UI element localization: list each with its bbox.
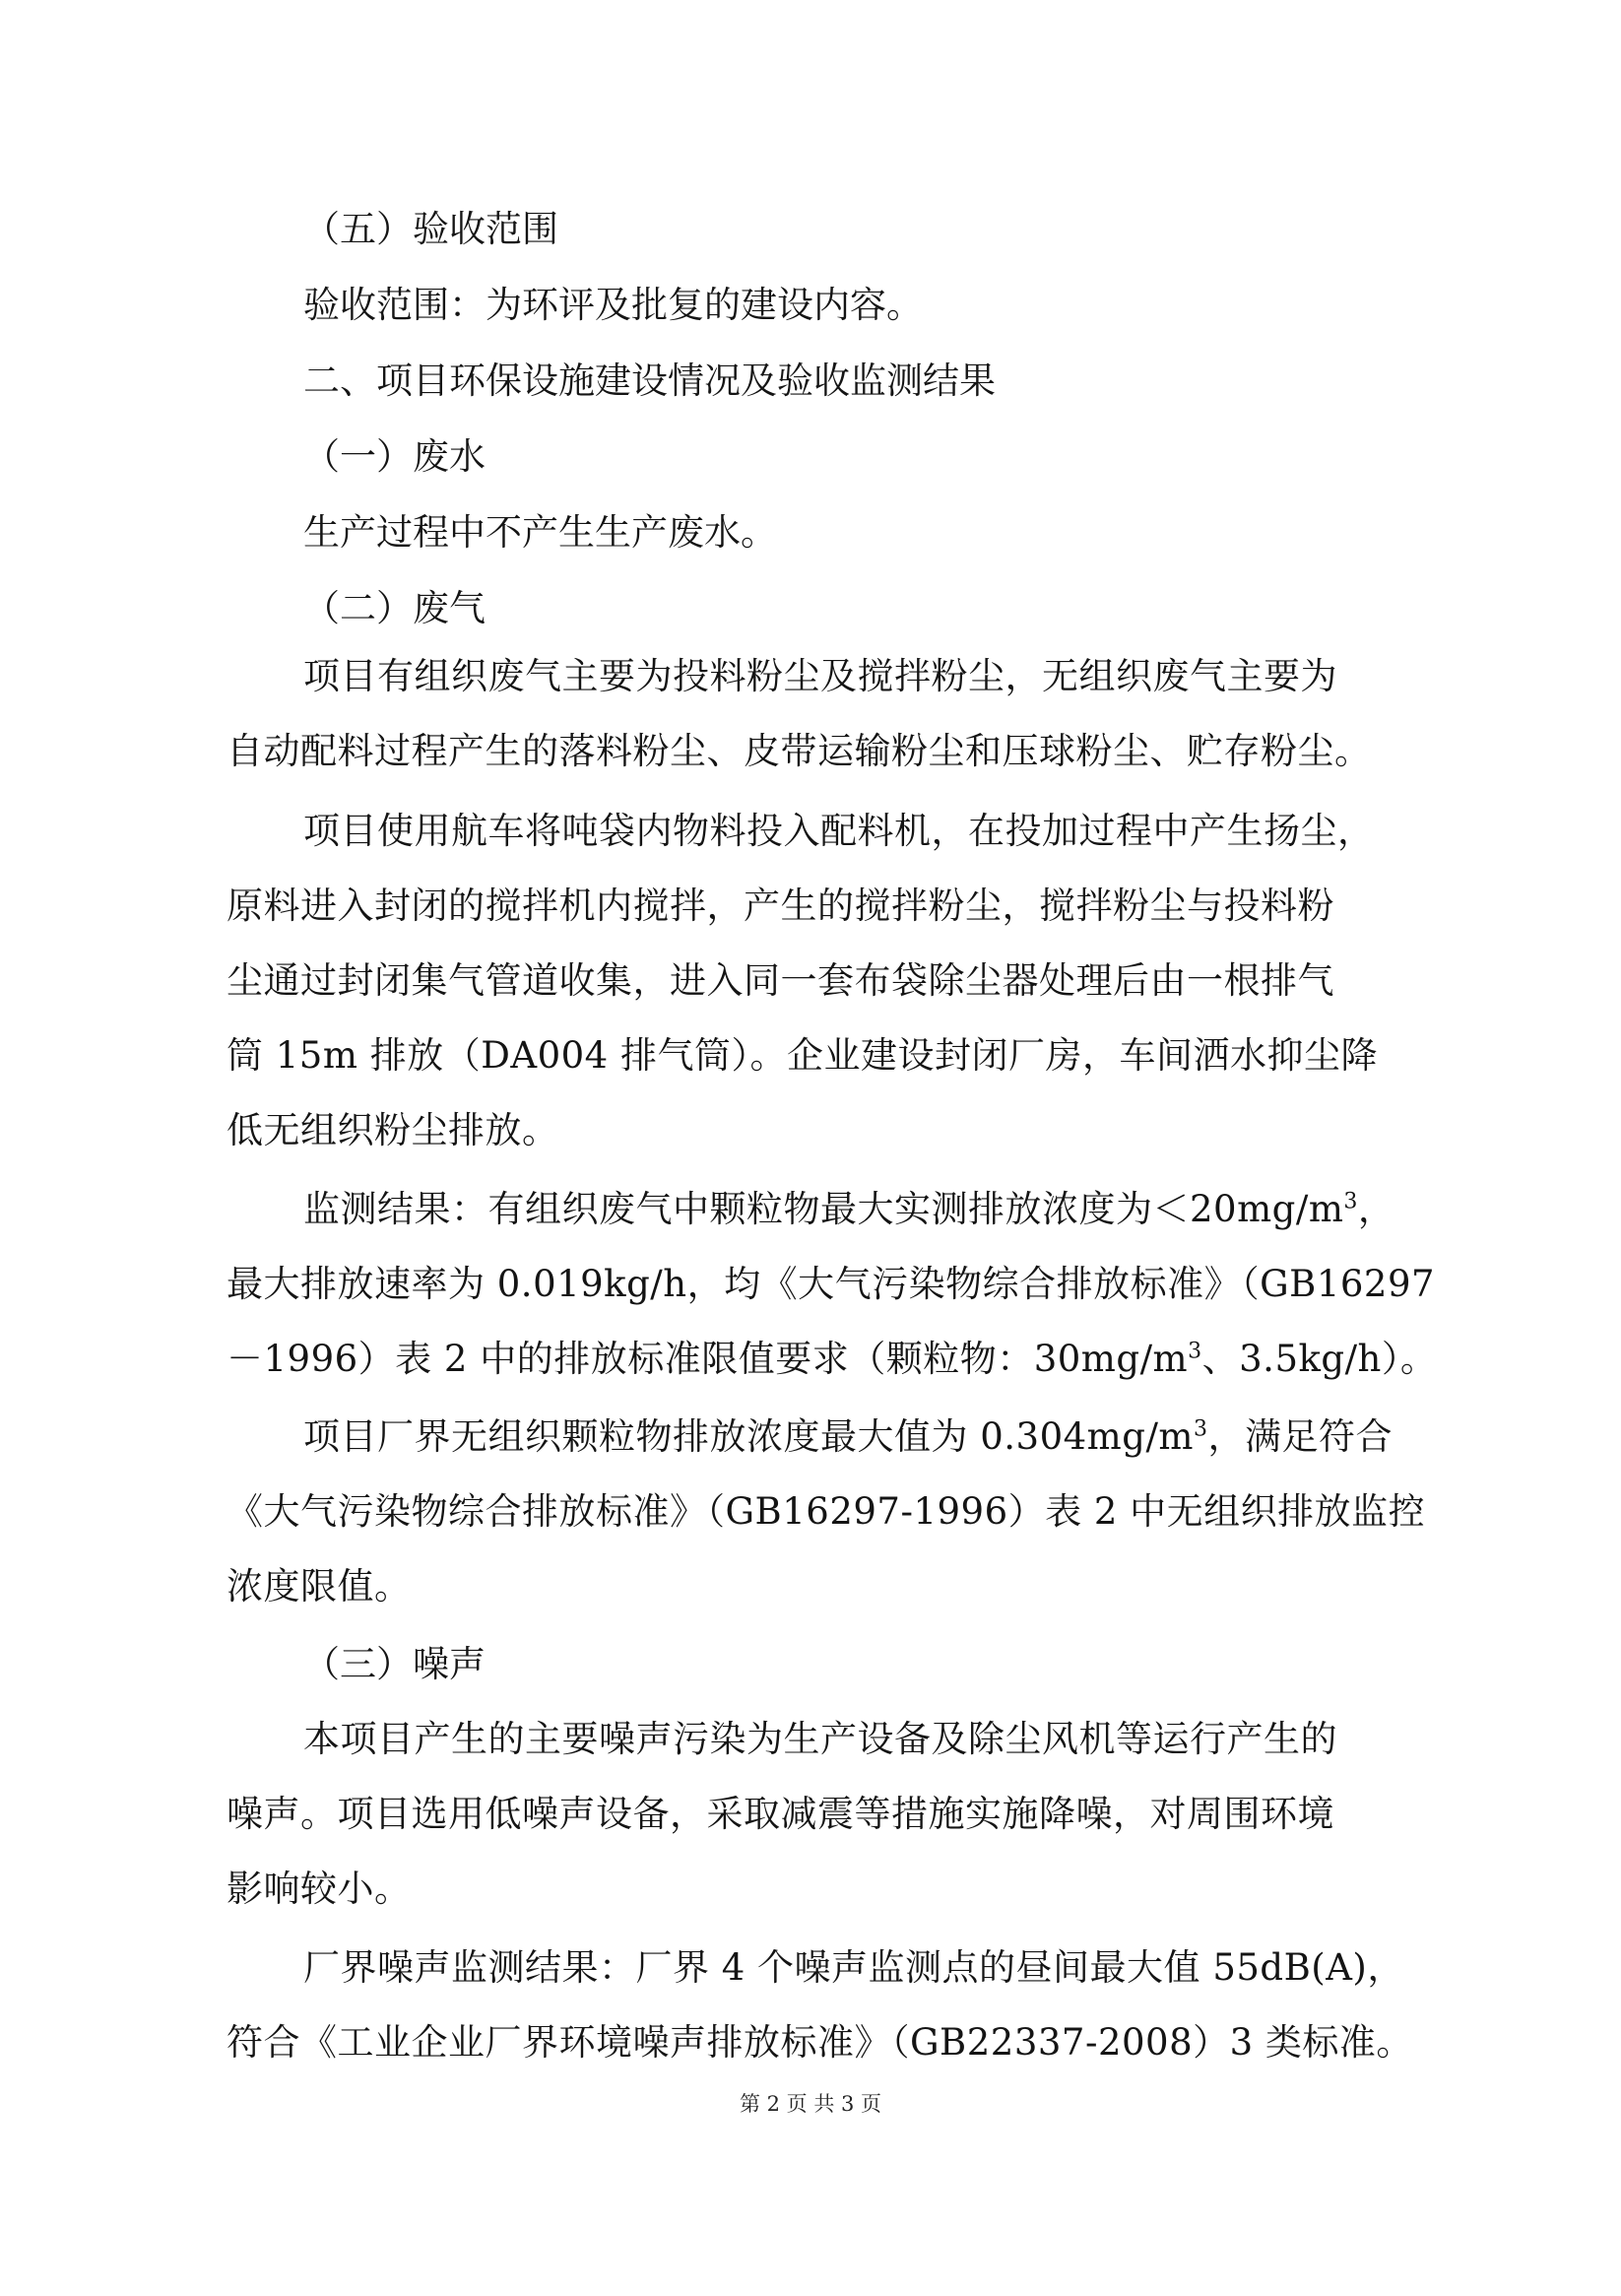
text-line: 符合《工业企业厂界环境噪声排放标准》（GB22337-2008）3 类标准。 [227, 2021, 1413, 2064]
text-line: 低无组织粉尘排放。 [227, 1109, 559, 1151]
text-line: 项目有组织废气主要为投料粉尘及搅拌粉尘，无组织废气主要为 [303, 655, 1337, 697]
text-line: 尘通过封闭集气管道收集，进入同一套布袋除尘器处理后由一根排气 [227, 959, 1334, 1002]
superscript: 3 [1188, 1339, 1202, 1364]
text-line: 厂界噪声监测结果：厂界 4 个噪声监测点的昼间最大值 55dB(A)， [303, 1946, 1404, 1989]
text-line: 浓度限值。 [227, 1565, 412, 1607]
section-heading-noise: （三）噪声 [303, 1643, 486, 1685]
page-number-footer: 第 2 页 共 3 页 [739, 2092, 882, 2116]
text-segment: ，满足符合 [1207, 1415, 1394, 1458]
text-line: 本项目产生的主要噪声污染为生产设备及除尘风机等运行产生的 [303, 1718, 1337, 1760]
text-line: 项目使用航车将吨袋内物料投入配料机，在投加过程中产生扬尘， [303, 810, 1375, 852]
text-line: 噪声。项目选用低噪声设备，采取减震等措施实施降噪，对周围环境 [227, 1793, 1334, 1835]
exhaust-unorganized-results [227, 1400, 1426, 1624]
text-line [227, 1322, 1438, 1397]
text-line: 最大排放速率为 0.019kg/h，均《大气污染物综合排放标准》（GB16297 [227, 1263, 1436, 1305]
text-segment: ， [1357, 1188, 1395, 1230]
exhaust-paragraph-2 [227, 794, 1398, 1168]
exhaust-paragraph-1 [227, 639, 1398, 789]
text-line: 自动配料过程产生的落料粉尘、皮带运输粉尘和压球粉尘、贮存粉尘。 [227, 730, 1372, 772]
text-line: 原料进入封闭的搅拌机内搅拌，产生的搅拌粉尘，搅拌粉尘与投料粉 [227, 885, 1334, 927]
section-heading-acceptance-scope: （五）验收范围 [303, 208, 558, 250]
superscript: 3 [1343, 1189, 1358, 1214]
text-line [227, 1172, 1398, 1247]
text-line: 筒 15m 排放（DA004 排气筒）。企业建设封闭厂房，车间洒水抑尘降 [227, 1034, 1378, 1077]
section-heading-environmental-facilities: 二、项目环保设施建设情况及验收监测结果 [303, 360, 996, 402]
noise-monitoring-results [227, 1931, 1413, 2080]
section-heading-wastewater: （一）废水 [303, 435, 486, 478]
text-line: 影响较小。 [227, 1868, 412, 1910]
exhaust-monitoring-results [227, 1172, 1438, 1397]
text-segment: －1996）表 2 中的排放标准限值要求（颗粒物：30mg/m [227, 1338, 1189, 1380]
text-segment: 监测结果：有组织废气中颗粒物最大实测排放浓度为＜20mg/m [303, 1188, 1344, 1230]
text-segment: 、3.5kg/h）。 [1201, 1338, 1438, 1380]
acceptance-scope-text: 验收范围：为环评及批复的建设内容。 [303, 284, 923, 326]
superscript: 3 [1194, 1416, 1208, 1442]
text-line: 《大气污染物综合排放标准》（GB16297-1996）表 2 中无组织排放监控 [227, 1490, 1426, 1533]
wastewater-text: 生产过程中不产生生产废水。 [303, 511, 777, 554]
section-heading-exhaust: （二）废气 [303, 587, 486, 629]
text-segment: 项目厂界无组织颗粒物排放浓度最大值为 0.304mg/m [303, 1415, 1195, 1458]
text-line [227, 1400, 1398, 1475]
noise-paragraph-1 [227, 1702, 1398, 1927]
